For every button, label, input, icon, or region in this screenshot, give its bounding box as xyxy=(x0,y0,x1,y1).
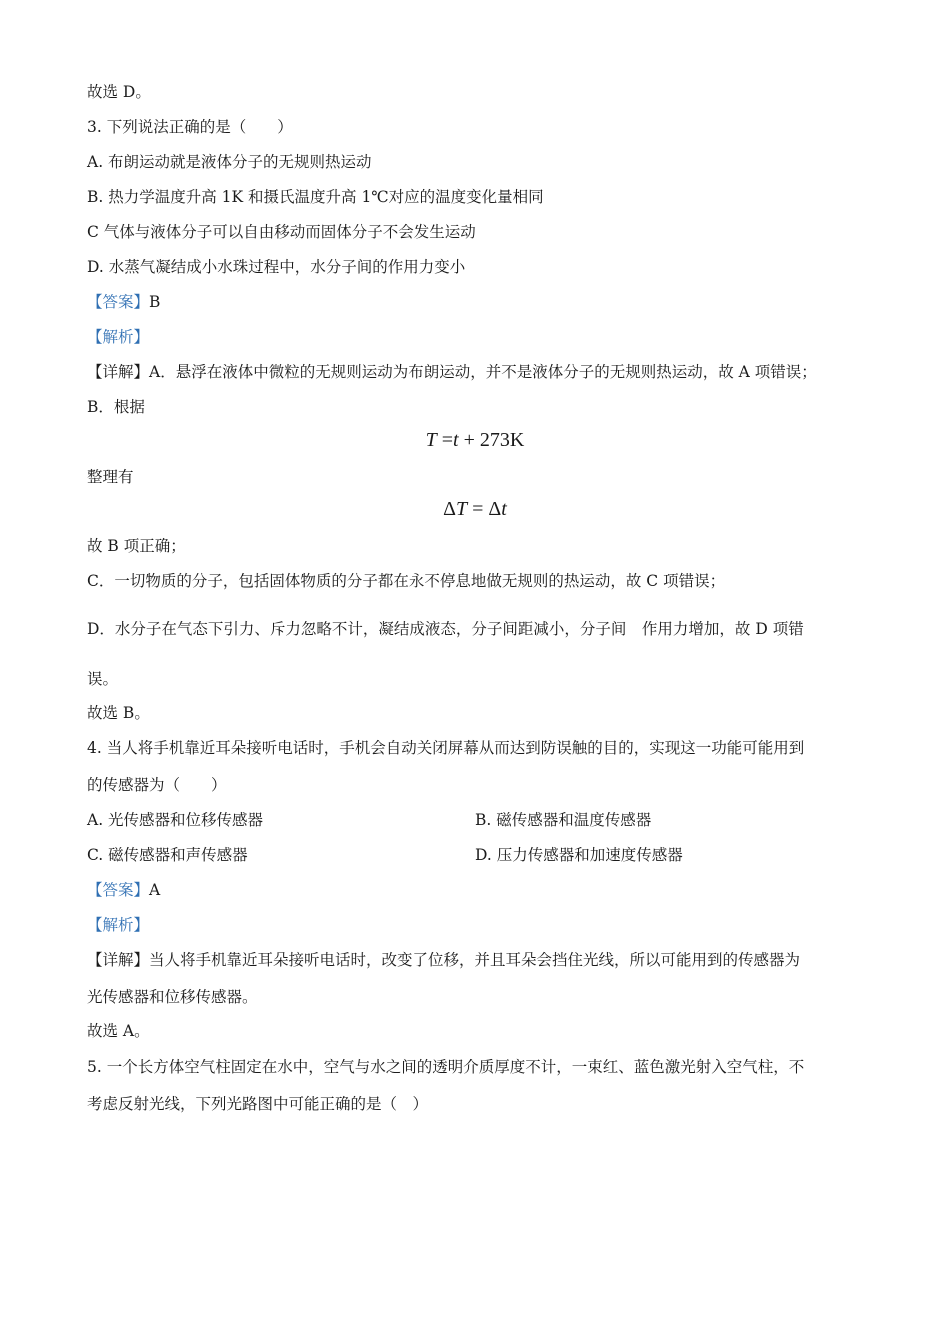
q3-detail-d: D．水分子在气态下引力、斥力忽略不计，凝结成液态，分子间距减小，分子间 作用力增加，故 D 项错 xyxy=(87,620,804,638)
answer-value: A xyxy=(149,881,161,899)
formula-var-t: t xyxy=(453,429,459,451)
q4-option-a: A. 光传感器和位移传感器 xyxy=(87,811,264,829)
q4-detail-cont: 光传感器和位移传感器。 xyxy=(87,988,258,1006)
q3-answer xyxy=(87,292,160,312)
formula-var-t: t xyxy=(501,498,507,520)
formula-2 xyxy=(0,498,950,520)
q3-option-a: A. 布朗运动就是液体分子的无规则热运动 xyxy=(87,153,372,171)
q4-stem: 4. 当人将手机靠近耳朵接听电话时，手机会自动关闭屏幕从而达到防误触的目的，实现这一功能可能用到 xyxy=(87,739,805,757)
q3-detail-c: C．一切物质的分子，包括固体物质的分子都在永不停息地做无规则的热运动，故 C 项错误； xyxy=(87,572,726,590)
formula-eq: = xyxy=(436,429,454,451)
q4-conclusion: 故选 A。 xyxy=(87,1022,150,1040)
detail-text: A．悬浮在液体中微粒的无规则运动为布朗运动，并不是液体分子的无规则热运动，故 A 项错误； xyxy=(149,363,817,381)
detail-tag: 【详解】 xyxy=(87,951,150,969)
q3-option-c: C 气体与液体分子可以自由移动而固体分子不会发生运动 xyxy=(87,223,476,241)
q4-option-d: D. 压力传感器和加速度传感器 xyxy=(475,846,683,864)
q5-stem: 5. 一个长方体空气柱固定在水中，空气与水之间的透明介质厚度不计，一束红、蓝色激光射入空气柱，不 xyxy=(87,1058,805,1076)
formula-var-T: T xyxy=(425,429,437,451)
q3-detail-rearrange: 整理有 xyxy=(87,468,134,486)
q4-answer xyxy=(87,880,160,900)
q3-option-d: D. 水蒸气凝结成小水珠过程中，水分子间的作用力变小 xyxy=(87,258,466,276)
detail-text: 当人将手机靠近耳朵接听电话时，改变了位移，并且耳朵会挡住光线，所以可能用到的传感器为 xyxy=(149,951,801,969)
q3-detail-b: B．根据 xyxy=(87,398,145,416)
q4-analysis-tag: 【解析】 xyxy=(87,916,150,934)
previous-conclusion: 故选 D。 xyxy=(87,83,151,101)
formula-eq: = Δ xyxy=(467,498,502,520)
detail-tag: 【详解】 xyxy=(87,363,150,381)
q3-detail-d-cont: 误。 xyxy=(87,670,119,688)
q3-detail-b-result: 故 B 项正确； xyxy=(87,537,186,555)
formula-delta: Δ xyxy=(443,498,457,520)
answer-tag: 【答案】 xyxy=(87,881,150,899)
q3-stem: 3. 下列说法正确的是（ ） xyxy=(87,118,293,136)
formula-var-T: T xyxy=(456,498,468,520)
answer-tag: 【答案】 xyxy=(87,293,150,311)
answer-value: B xyxy=(149,293,161,311)
q3-option-b: B. 热力学温度升高 1K 和摄氏温度升高 1℃对应的温度变化量相同 xyxy=(87,188,544,206)
q4-option-c: C. 磁传感器和声传感器 xyxy=(87,846,248,864)
q3-detail-a xyxy=(87,362,817,382)
q5-stem-cont: 考虑反射光线，下列光路图中可能正确的是（ ） xyxy=(87,1095,429,1113)
q4-detail xyxy=(87,950,800,970)
q3-conclusion: 故选 B。 xyxy=(87,704,150,722)
q4-stem-cont: 的传感器为（ ） xyxy=(87,776,227,794)
formula-const: + 273K xyxy=(458,429,525,451)
formula-1 xyxy=(0,429,950,451)
q4-option-b: B. 磁传感器和温度传感器 xyxy=(475,811,652,829)
q3-analysis-tag: 【解析】 xyxy=(87,328,150,346)
